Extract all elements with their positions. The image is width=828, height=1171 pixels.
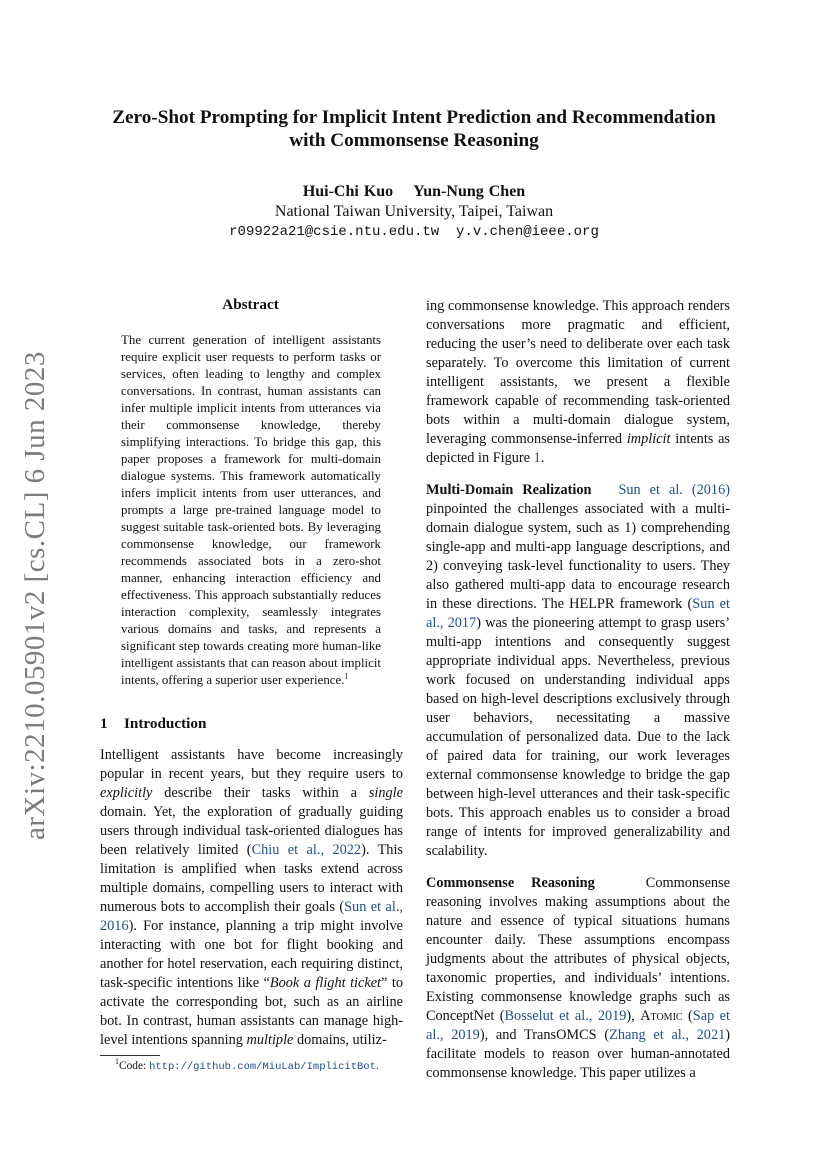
section-heading-introduction — [100, 715, 206, 733]
section-number: 1 — [100, 715, 108, 732]
commonsense-paragraph — [426, 874, 730, 1083]
citation-link[interactable]: Chiu et al., 2022 — [251, 842, 362, 858]
intro-text: domains, utiliz- — [293, 1032, 387, 1048]
affiliation: National Taiwan University, Taipei, Taiwan — [274, 203, 554, 220]
footnote-mark: 1 — [115, 1057, 119, 1067]
paragraph-heading: Multi-Domain Realization — [426, 482, 592, 498]
abstract-heading: Abstract — [222, 296, 279, 313]
abstract-text: The current generation of intelligent assistants require explicit user requests to perform tasks or services, often leading to lengthy and complex conversations. In contrast, human assistants can infer multiple implicit intents from utterances via their commonsense knowledge, thereby simplifying interactions. To bridge this gap, this paper proposes a framework for multi-domain dialogue systems. This framework automatically infers implicit intents from user utterances, and prompts a large pre-trained language model to suggest suitable task-oriented bots. By leveraging commonsense knowledge, our framework recommends associated bots in a zero-shot manner, enhancing interaction efficiency and effectiveness. This approach substantially reduces interaction complexity, seamlessly integrates various domains and tasks, and represents a significant step towards creating more human-like intelligent assistants that can reason about implicit intents, offering a superior user experience. — [121, 333, 381, 687]
author-names — [80, 182, 748, 202]
body-emphasis: implicit — [626, 431, 671, 447]
intro-text: Intelligent assistants have become increasingly popular in recent years, but they require users to — [100, 747, 403, 782]
body-text: . — [540, 450, 545, 466]
footnote-end: . — [375, 1060, 379, 1072]
intro-text: ). For instance, planning a trip might involve interacting with one bot for flight booking and another for hotel reservation, each requiring distinct, task-specific intentions like “ — [100, 918, 403, 991]
author-2: Yun-Nung Chen — [413, 183, 526, 200]
small-caps-term: Atomic — [640, 1008, 683, 1024]
body-text: intents as depicted in Figure — [426, 431, 730, 466]
arxiv-stamp: arXiv:2210.05901v2 [cs.CL] 6 Jun 2023 — [19, 351, 51, 840]
email-1: r09922a21@csie.ntu.edu.tw — [229, 224, 440, 240]
abstract-body — [121, 332, 381, 689]
intro-text: ” to activate the corresponding bot, such as an airline bot. In contrast, human assistants can manage high-level intentions spanning — [100, 975, 403, 1048]
citation-link[interactable]: Sun et al., 2017 — [426, 596, 730, 631]
figure-link[interactable]: 1 — [533, 450, 541, 466]
body-text: pinpointed the challenges associated with a multi-domain dialogue system, such as 1) comprehending single-app and multi-app language descriptions, and 2) conveying task-level functionality to users. They also gathered multi-app data to encourage research in these directions. The HELPR framework ( — [426, 501, 730, 612]
body-text: ( — [682, 1008, 693, 1024]
code-url-link[interactable]: http://github.com/MiuLab/ImplicitBot — [149, 1061, 376, 1073]
title-line-2: with Commonsense Reasoning — [289, 130, 539, 151]
author-block — [80, 182, 748, 242]
section-title: Introduction — [124, 715, 207, 732]
intro-emphasis: explicitly — [100, 785, 153, 801]
body-text: Commonsense reasoning involves making assumptions about the nature and essence of typical situations humans encounter daily. These assumptions encompass judgments about the attributes of physical objects, taxonomic properties, and individuals’ intentions. Existing commonsense knowledge graphs such as ConceptNet ( — [426, 875, 730, 1024]
title-line-1: Zero-Shot Prompting for Implicit Intent Prediction and Recommendation — [112, 107, 716, 128]
citation-link[interactable]: Sun et al., 2016 — [100, 899, 403, 934]
body-text: ), and TransOMCS ( — [479, 1027, 610, 1043]
intro-text: ). This limitation is amplified when tasks extend across multiple domains, compelling users to interact with numerous bots to accomplish their goals ( — [100, 842, 403, 915]
right-paragraph-1 — [426, 297, 730, 468]
body-text: ), — [626, 1008, 641, 1024]
email-2: y.v.chen@ieee.org — [456, 224, 599, 240]
citation-link[interactable]: Sap et al., 2019 — [426, 1008, 730, 1043]
citation-link[interactable]: Bosselut et al., 2019 — [504, 1008, 627, 1024]
intro-emphasis: Book a flight ticket — [269, 975, 382, 991]
right-column — [426, 297, 730, 1096]
intro-emphasis: multiple — [246, 1032, 294, 1048]
body-text: ing commonsense knowledge. This approach renders conversations more pragmatic and efficient, reducing the user’s need to deliberate over each task separately. To overcome this limitation of current intelligent assistants, we present a flexible framework capable of recommending task-oriented bots within a multi-domain dialogue system, leveraging commonsense-inferred — [426, 298, 730, 447]
introduction-paragraph — [100, 746, 403, 1050]
citation-link[interactable]: Zhang et al., 2021 — [609, 1027, 726, 1043]
footnote-label: Code: — [119, 1060, 150, 1072]
body-text: ) was the pioneering attempt to grasp users’ multi-app intentions and consequently suggest appropriate individual apps. Nevertheless, previous work focused on understanding individual apps based on high-level descriptions exclusively through user behaviors, necessitating a massive accumulation of personalized data. Due to the lack of paired data for training, our work leverages external commonsense knowledge to bridge the gap between high-level utterances and their task-specific bots. This approach enables us to consider a broad range of intents for improved generalizability and scalability. — [426, 615, 730, 859]
body-text: ) facilitate models to reason over human-annotated commonsense knowledge. This paper utilizes a — [426, 1027, 731, 1081]
emails — [80, 222, 748, 242]
author-1: Hui-Chi Kuo — [302, 183, 394, 200]
footnote — [100, 1059, 403, 1075]
abstract-footnote-mark: 1 — [344, 671, 349, 681]
intro-emphasis: single — [368, 785, 403, 801]
citation-link[interactable]: Sun et al. (2016) — [618, 482, 730, 498]
paragraph-heading: Commonsense Reasoning — [426, 875, 595, 891]
intro-text: domain. Yet, the exploration of gradually guiding users through individual task-oriented dialogues has been relatively limited ( — [100, 804, 403, 858]
footnote-divider — [100, 1055, 160, 1056]
multi-domain-paragraph — [426, 481, 730, 861]
paper-title — [80, 106, 748, 152]
intro-text: describe their tasks within a — [152, 785, 369, 801]
